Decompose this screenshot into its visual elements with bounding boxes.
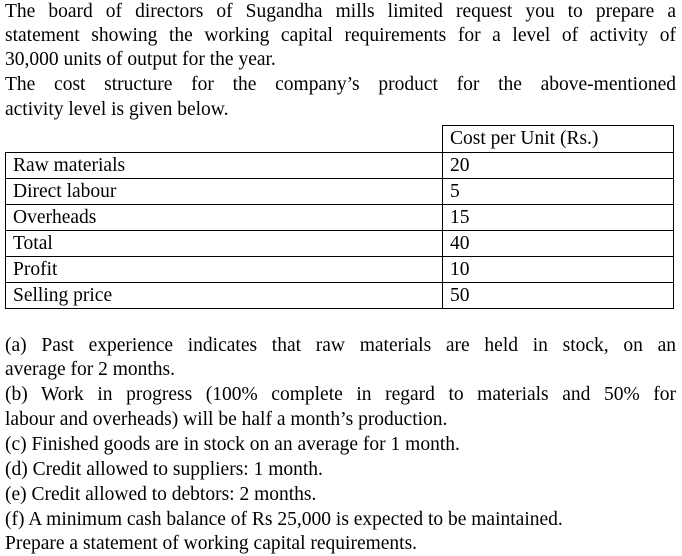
cost-value-cell: 50 [443, 283, 674, 309]
condition-line: (c) Finished goods are in stock on an average for 1 month. [5, 434, 460, 455]
intro-line: The cost structure for the company’s product for the above-mentioned [5, 74, 676, 95]
table-row [6, 153, 674, 179]
table-row [6, 231, 674, 257]
cost-value-cell: 5 [443, 179, 674, 205]
condition-line: (a) Past experience indicates that raw materials are held in stock, on an [5, 335, 676, 356]
intro-line: The board of directors of Sugandha mills limited request you to prepare a [5, 1, 676, 22]
cost-structure-table [5, 125, 674, 309]
cost-value-cell: 15 [443, 205, 674, 231]
cost-item-cell: Total [6, 231, 443, 257]
condition-line: (e) Credit allowed to debtors: 2 months. [5, 484, 317, 505]
cost-value-cell: 10 [443, 257, 674, 283]
condition-line: (f) A minimum cash balance of Rs 25,000 is expected to be maintained. [5, 509, 563, 530]
condition-line: average for 2 months. [5, 359, 176, 380]
cost-item-cell: Direct labour [6, 179, 443, 205]
intro-line: activity level is given below. [5, 99, 229, 120]
intro-line: 30,000 units of output for the year. [5, 49, 276, 70]
condition-line: (d) Credit allowed to suppliers: 1 month. [5, 459, 323, 480]
condition-line: (b) Work in progress (100% complete in regard to materials and 50% for [5, 384, 676, 405]
table-header-blank-cell [6, 126, 443, 153]
condition-line: Prepare a statement of working capital requirements. [5, 533, 418, 554]
table-row [6, 257, 674, 283]
intro-line: statement showing the working capital requirements for a level of activity of [5, 25, 676, 46]
cost-item-cell: Selling price [6, 283, 443, 309]
cost-item-cell: Raw materials [6, 153, 443, 179]
condition-line: labour and overheads) will be half a month’s production. [5, 409, 448, 430]
table-header-row [6, 126, 674, 153]
cost-item-cell: Overheads [6, 205, 443, 231]
table-header-cell: Cost per Unit (Rs.) [443, 126, 674, 153]
cost-value-cell: 40 [443, 231, 674, 257]
cost-item-cell: Profit [6, 257, 443, 283]
table-row [6, 179, 674, 205]
table-row [6, 283, 674, 309]
cost-value-cell: 20 [443, 153, 674, 179]
table-row [6, 205, 674, 231]
